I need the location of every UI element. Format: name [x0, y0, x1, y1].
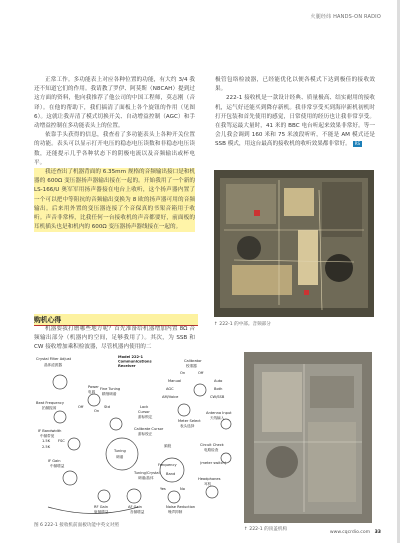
right-column — [215, 76, 375, 150]
diagram-label: IF Gain — [48, 459, 61, 463]
diagram-label: AM/Voice — [162, 395, 179, 399]
diagram-label: IF Bandwidth — [38, 429, 62, 433]
diagram-label: 1.5K — [42, 439, 51, 443]
diagram-label: Yes — [160, 487, 166, 491]
diagram-label: On — [94, 409, 100, 413]
section-heading: 购机心得 — [34, 314, 198, 326]
diagram-label: Circuit Check — [200, 443, 224, 447]
diagram-label: Lock — [140, 405, 149, 409]
diagram-caption: 图 6 222-1 接收机前面板功能中英文对照 — [34, 523, 119, 528]
diagram-label: On — [180, 371, 186, 375]
diagram-label: (meter switch) — [200, 461, 227, 465]
footer-url: www.cqcrdio.com — [329, 530, 371, 535]
diagram-label: FSC — [58, 439, 65, 443]
diagram-label: Calibrator — [184, 359, 202, 363]
diagram-label: Frequency — [158, 463, 177, 467]
diagram-label: 游标校正 — [138, 432, 153, 436]
diagram-label: 电源 — [88, 390, 96, 394]
diagram-label: 表头选择 — [180, 424, 195, 428]
paragraph: 正常工作。多功能表上对应各种位置的功能，有大约 3/4 我还不知道它们的作用。我请教了罗伊、阿莫斯（N8CAH）提到过这方面的资料，他向我推荐了他公司的中国工程师，莫志刚（音译）。在他的帮助下，我们搞清了面板上各个旋钮的作用（见图 6）。这就让我弄清了模式切换开关、自动增益控制（AGC）和手动增益控制在多功能表头上的位置。 — [34, 77, 195, 130]
diagram-label: Meter Select — [178, 419, 201, 423]
paragraph: 机器要我打磨哪些地方呢？首先准备给机器增加内置 8Ω 音频输出部分（机器内的空间，足够我用了）。其次，为 SSB 和 CW 接收增加乘积检波器，尽管机器内使用的二 — [34, 326, 195, 351]
diagram-label: Both — [214, 387, 223, 391]
diagram-title-line: Model 222-1 — [118, 355, 144, 359]
diagram-label: Tuning/Crystal — [134, 471, 160, 475]
running-header: 火腿经纬 HANDS-ON RADIO — [310, 14, 381, 20]
diagram-label: 校准器 — [186, 364, 197, 368]
diagram-label: Off — [78, 405, 84, 409]
diagram-label: Noise Reduction — [166, 505, 196, 509]
diagram-label: 精细调谐 — [102, 392, 117, 396]
diagram-label: Manual — [168, 379, 182, 383]
photo-caption: ↑ 222-1 的顶盖机构 — [244, 527, 288, 532]
paragraph: 依靠手头获得的信息，我查看了多功能表头上各种开关位置的功能。表头可以显示打开电压的稳态电压读数和非稳态电压读数，还能提示几乎各种状态下的阴极电流以及音频输出或杯电平。 — [34, 132, 195, 166]
diagram-label: Std — [104, 405, 110, 409]
diagram-label: 噪声抑制 — [168, 510, 183, 514]
receiver-interior-photo — [214, 170, 374, 317]
diagram-label: Calibrate Cursor — [134, 427, 164, 431]
highlighted-paragraph: 我还查出了机器背面的 6.35mm 规格的音频输出接口是和机器的 600Ω 变压器扬声器输出接在一起的。开始我用了一个新的 LS-166/U 奥军军用扬声器接在电台上收听，这个扬声器内置了一个可以把中等阻抗的音频输出变换为 8 欧的扬声器可用的音频输出。后来用外置的变压器连接了个音保真的书架音箱用于收听。声音非常棒，比我任何一台接收机的声音都要好，前面板的耳机插头也是和机内的 600Ω 变压器扬声器线接在一起的。 — [34, 168, 195, 232]
diagram-label: 天线输入 — [210, 416, 225, 420]
diagram-title — [118, 355, 152, 368]
diagram-label: CW/SSB — [210, 395, 225, 399]
left-column — [34, 76, 195, 232]
diagram-label: 游标锁定 — [138, 415, 153, 419]
diagram-label: Auto — [214, 379, 223, 383]
diagram-label: 中频带宽 — [40, 434, 55, 438]
end-mark: RS — [354, 141, 361, 147]
page-number: 33 — [374, 530, 381, 535]
diagram-label: 拍频振荡 — [42, 406, 57, 410]
diagram-label: Antenna Input — [206, 411, 232, 415]
diagram-label: 中频增益 — [50, 464, 65, 468]
diagram-label: 音频增益 — [130, 510, 145, 514]
diagram-label: Headphones — [198, 477, 221, 481]
diagram-label: 耳机 — [204, 482, 212, 486]
diagram-label: Crystal Filter Adjust — [36, 357, 72, 361]
diagram-label: 调谐 — [116, 455, 124, 459]
diagram-label: Power — [88, 385, 99, 389]
front-panel-diagram — [34, 352, 240, 518]
diagram-label: Cursor — [138, 410, 150, 414]
diagram-label: 频段 — [164, 444, 172, 448]
receiver-top-photo — [244, 352, 372, 523]
diagram-title-line: Receiver — [118, 364, 136, 368]
diagram-label: Off — [198, 371, 204, 375]
diagram-label: Band — [166, 472, 176, 476]
paragraph: 极管包络检波器，已经能优化以便各模式下达到极佳的接收效果。 — [215, 77, 375, 93]
diagram-label: AF Gain — [128, 505, 142, 509]
diagram-label: 调谐/晶体 — [138, 476, 154, 480]
diagram-label: 射频增益 — [94, 510, 109, 514]
photo-caption: ↑ 222-1 的中部。音频部分 — [214, 322, 271, 327]
diagram-label: RF Gain — [94, 505, 108, 509]
diagram-label: Tuning — [114, 449, 126, 453]
diagram-label: 2.5K — [42, 445, 51, 449]
diagram-label: No — [180, 487, 185, 491]
diagram-label: Fine Tuning — [100, 387, 121, 391]
diagram-label: 电路检查 — [204, 448, 219, 452]
diagram-label: 晶体滤波器 — [44, 363, 62, 367]
left-column-2 — [34, 325, 195, 353]
diagram-label: Beat Frequency — [36, 401, 64, 405]
page-footer — [330, 530, 381, 535]
diagram-label: AGC — [166, 387, 174, 391]
paragraph: 222-1 接收机是一款设计经典、质量极高、结实耐用的接收机，运气好还能买到降存新机。我非常享受买到海岸新机初机时打开包装和首先使用的感觉，日常使用的经历也让我非常享受。在我驾运最大量时，41 米的 BBC 电台听起来效果非常好。等一会儿我会调到 160 米和 75 米波段听听，不能是 AM 模式还是 SSB 模式，用这台最高的接收机的收听效果都非常好。 RS — [215, 95, 375, 148]
diagram-title-line: Communications — [118, 359, 152, 364]
